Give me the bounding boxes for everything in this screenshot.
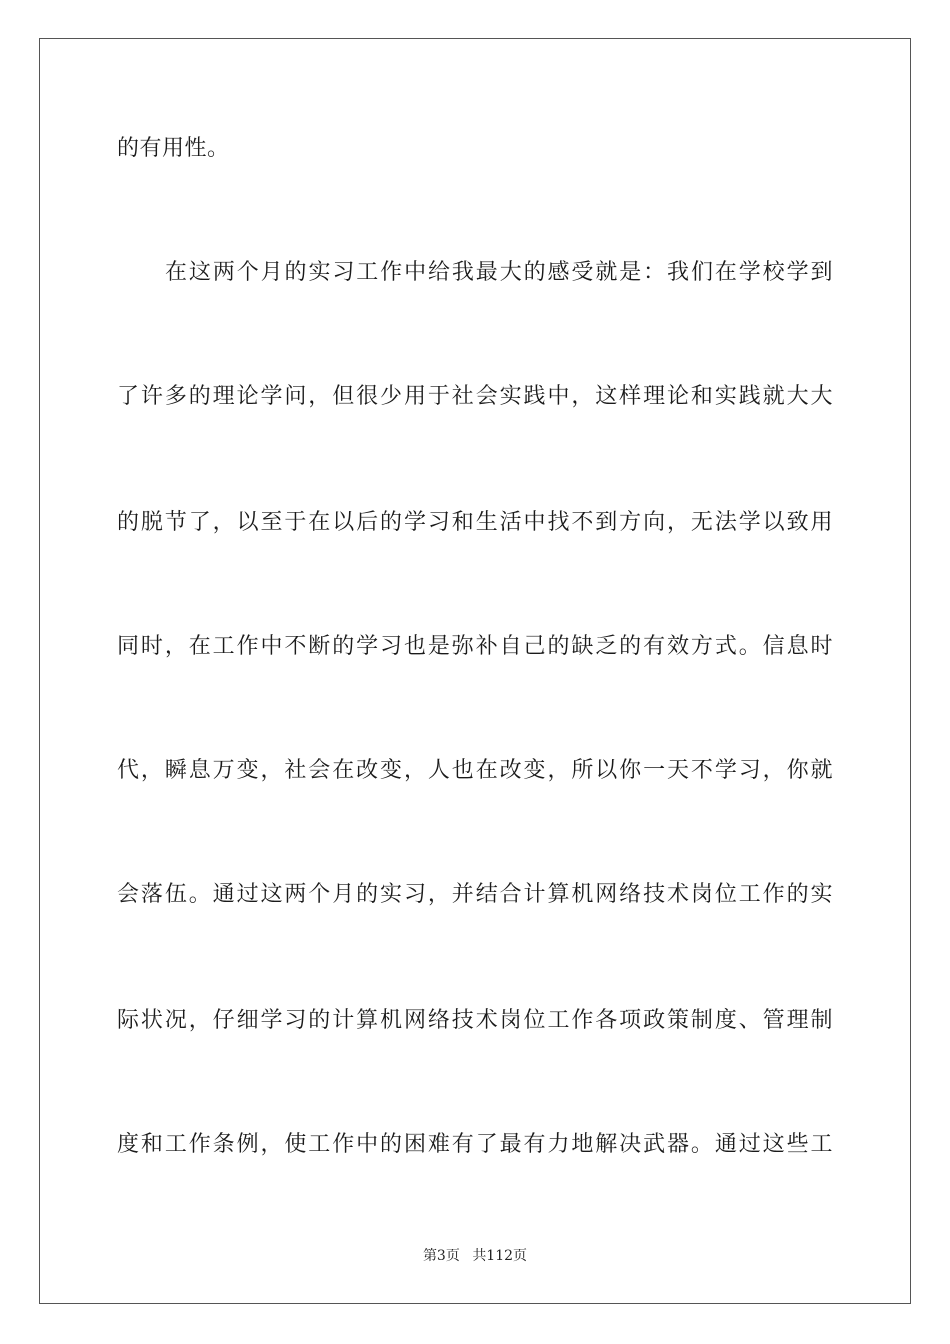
- paragraph-line-7: 会落伍。通过这两个月的实习，并结合计算机网络技术岗位工作的实: [117, 882, 833, 907]
- paragraph-line-9: 度和工作条例，使工作中的困难有了最有力地解决武器。通过这些工: [117, 1132, 833, 1157]
- paragraph-line-4: 的脱节了，以至于在以后的学习和生活中找不到方向，无法学以致用: [117, 510, 833, 535]
- paragraph-line-5: 同时，在工作中不断的学习也是弥补自己的缺乏的有效方式。信息时: [117, 634, 833, 659]
- page-number: 第3页: [422, 1248, 460, 1264]
- paragraph-line-1: 的有用性。: [117, 136, 230, 161]
- page-footer: [0, 1246, 950, 1266]
- paragraph-line-6: 代，瞬息万变，社会在改变，人也在改变，所以你一天不学习，你就: [117, 758, 833, 783]
- page-total: 共112页: [472, 1248, 528, 1264]
- paragraph-line-2: 在这两个月的实习工作中给我最大的感受就是：我们在学校学到: [165, 260, 833, 285]
- page-border: [39, 38, 911, 1304]
- paragraph-line-8: 际状况，仔细学习的计算机网络技术岗位工作各项政策制度、管理制: [117, 1008, 833, 1033]
- paragraph-line-3: 了许多的理论学问，但很少用于社会实践中，这样理论和实践就大大: [117, 384, 833, 409]
